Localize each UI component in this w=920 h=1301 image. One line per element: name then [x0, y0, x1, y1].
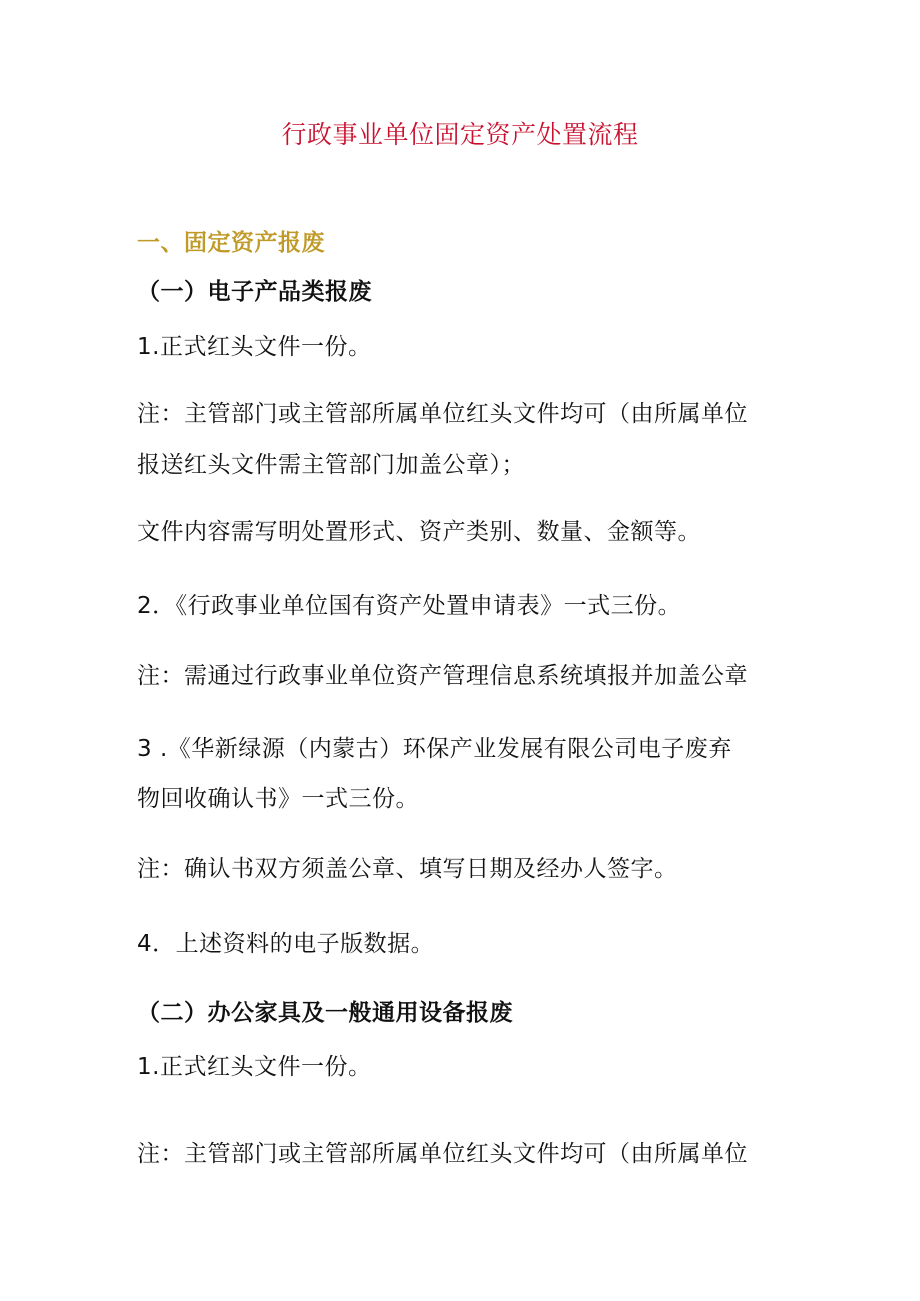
- paragraph-note-1-line-1: 注：主管部门或主管部所属单位红头文件均可（由所属单位: [137, 401, 748, 427]
- paragraph-note-1b-line-1: 注：主管部门或主管部所属单位红头文件均可（由所属单位: [137, 1141, 748, 1167]
- paragraph-item-2: 2．《行政事业单位国有资产处置申请表》一式三份。: [137, 593, 682, 619]
- paragraph-note-1-line-2: 报送红头文件需主管部门加盖公章）；: [137, 452, 525, 478]
- paragraph-item-4: 4．上述资料的电子版数据。: [137, 931, 435, 957]
- paragraph-item-3-line-2: 物回收确认书》一式三份。: [137, 786, 419, 812]
- subsection-heading-furniture: （二）办公家具及一般通用设备报废: [137, 1000, 513, 1026]
- paragraph-note-3: 注：确认书双方须盖公章、填写日期及经办人签字。: [137, 856, 678, 882]
- paragraph-note-2: 注：需通过行政事业单位资产管理信息系统填报并加盖公章: [137, 663, 748, 689]
- paragraph-item-1: 1.正式红头文件一份。: [137, 334, 372, 360]
- section-heading-1: 一、固定资产报废: [137, 230, 325, 256]
- paragraph-item-3-line-1: 3 .《华新绿源（内蒙古）环保产业发展有限公司电子废弃: [137, 736, 732, 762]
- paragraph-file-content: 文件内容需写明处置形式、资产类别、数量、金额等。: [137, 519, 701, 545]
- document-title: 行政事业单位固定资产处置流程: [281, 120, 639, 149]
- paragraph-item-1b: 1.正式红头文件一份。: [137, 1054, 372, 1080]
- subsection-heading-electronics: （一）电子产品类报废: [137, 279, 372, 305]
